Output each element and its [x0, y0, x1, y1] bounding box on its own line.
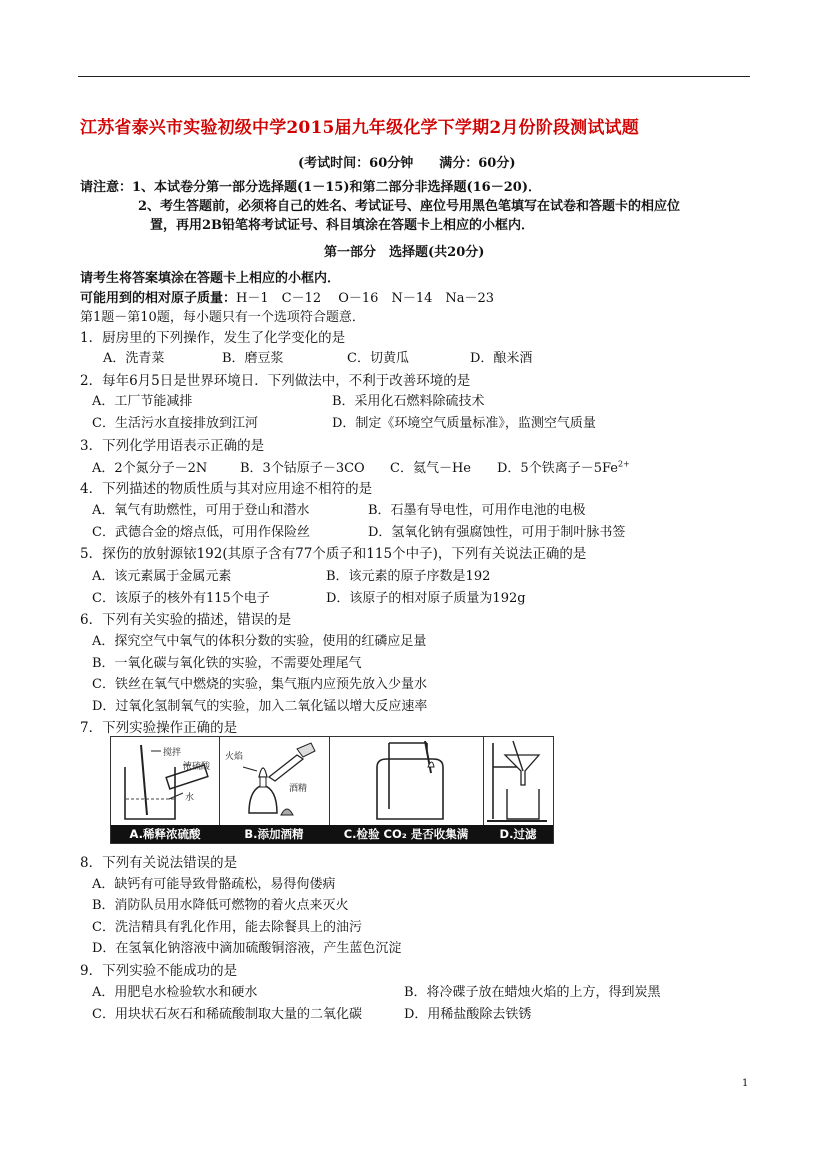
- panel-b: [219, 737, 330, 843]
- caption-d: D.过滤: [483, 825, 553, 843]
- exam-info: (考试时间：60分钟 满分：60分): [298, 156, 516, 171]
- question-stem: 9．下列实验不能成功的是: [80, 963, 238, 979]
- question-stem: 1．厨房里的下列操作，发生了化学变化的是: [80, 330, 346, 346]
- option: A．工厂节能减排: [92, 394, 193, 409]
- note-line-2: 2、考生答题前，必须将自己的姓名、考试证号、座位号用黑色笔填写在试卷和答题卡的相应位: [138, 199, 681, 214]
- option: D．酿米酒: [470, 351, 533, 366]
- question-stem: 8．下列有关说法错误的是: [80, 855, 238, 871]
- panel-a: [111, 737, 220, 843]
- option-with-superscript: [497, 457, 630, 476]
- option: C．铁丝在氧气中燃烧的实验，集气瓶内应预先放入少量水: [92, 677, 427, 692]
- atomic-mass-line: [80, 287, 494, 306]
- range-note: 第1题－第10题，每小题只有一个选项符合题意．: [80, 310, 365, 325]
- question-stem: 3．下列化学用语表示正确的是: [80, 438, 265, 454]
- panel-c: [329, 737, 484, 843]
- page-number: 1: [742, 1078, 749, 1089]
- option: D．制定《环境空气质量标准》，监测空气质量: [332, 416, 596, 431]
- option: B．磨豆浆: [222, 351, 284, 366]
- option: B．将冷碟子放在蜡烛火焰的上方，得到炭黑: [404, 985, 661, 1000]
- co2-test-drawing: [329, 737, 483, 825]
- option: B．石墨有导电性，可用作电池的电极: [368, 503, 586, 518]
- option: A．探究空气中氧气的体积分数的实验，使用的红磷应足量: [92, 634, 427, 649]
- option: C．洗洁精具有乳化作用，能去除餐具上的油污: [92, 920, 362, 935]
- option: C．武德合金的熔点低，可用作保险丝: [92, 525, 310, 540]
- alcohol-label: 酒精: [289, 784, 308, 794]
- experiment-figure: [110, 736, 554, 844]
- option: D．过氧化氢制氧气的实验，加入二氧化锰以增大反应速率: [92, 699, 428, 714]
- acid-label: 浓硫酸: [183, 762, 211, 772]
- answer-instruction: 请考生将答案填涂在答题卡上相应的小框内．: [80, 271, 341, 286]
- option: D．5个铁离子－5Fe: [497, 461, 618, 476]
- question-stem: 2．每年6月5日是世界环境日．下列做法中，不利于改善环境的是: [80, 373, 471, 389]
- option: B．该元素的原子序数是192: [326, 569, 491, 584]
- section-heading: 第一部分 选择题(共20分): [324, 245, 485, 260]
- option: C．氦气－He: [390, 461, 471, 476]
- option: B．3个钴原子－3CO: [240, 461, 365, 476]
- question-stem: 6．下列有关实验的描述，错误的是: [80, 612, 292, 628]
- option: D．氢氧化钠有强腐蚀性，可用于制叶脉书签: [368, 525, 626, 540]
- option: A．用肥皂水检验软水和硬水: [92, 985, 258, 1000]
- option: C．切黄瓜: [347, 351, 409, 366]
- option: A．2个氮分子－2N: [92, 461, 208, 476]
- atomic-mass-values: H－1 C－12 O－16 N－14 Na－23: [236, 291, 495, 306]
- caption-a: A.稀释浓硫酸: [111, 825, 219, 843]
- question-stem: 4．下列描述的物质性质与其对应用途不相符的是: [80, 481, 373, 497]
- option: B．采用化石燃料除硫技术: [332, 394, 485, 409]
- stir-label: 搅拌: [163, 748, 182, 758]
- document-title: 江苏省泰兴市实验初级中学2015届九年级化学下学期2月份阶段测试试题: [80, 118, 639, 138]
- question-stem: 7．下列实验操作正确的是: [80, 720, 238, 736]
- option: A．氧气有助燃性，可用于登山和潜水: [92, 503, 310, 518]
- option: D．用稀盐酸除去铁锈: [404, 1007, 532, 1022]
- question-stem: 5．探伤的放射源铱192(其原子含有77个质子和115个中子)，下列有关说法正确的是: [80, 546, 587, 562]
- option: C．生活污水直接排放到江河: [92, 416, 258, 431]
- ion-charge: 2+: [617, 459, 630, 469]
- option: C．该原子的核外有115个电子: [92, 591, 270, 606]
- option: C．用块状石灰石和稀硫酸制取大量的二氧化碳: [92, 1007, 362, 1022]
- option: A．洗青菜: [103, 351, 165, 366]
- note-line-1: 请注意：1、本试卷分第一部分选择题(1－15)和第二部分非选择题(16－20)．: [80, 180, 541, 195]
- option: D．该原子的相对原子质量为192g: [326, 591, 526, 606]
- option: B．一氧化碳与氧化铁的实验，不需要处理尾气: [92, 656, 362, 671]
- atomic-mass-label: 可能用到的相对原子质量：: [80, 291, 237, 306]
- caption-b: B.添加酒精: [219, 825, 329, 843]
- panel-d: [483, 737, 553, 843]
- note-line-3: 置，再用2B铅笔将考试证号、科目填涂在答题卡上相应的小框内．: [150, 218, 535, 233]
- filtration-drawing: [483, 737, 553, 825]
- flame-label: 火焰: [225, 752, 244, 762]
- option: A．缺钙有可能导致骨骼疏松，易得佝偻病: [92, 877, 336, 892]
- caption-c: C.检验 CO₂ 是否收集满: [329, 825, 483, 843]
- option: A．该元素属于金属元素: [92, 569, 232, 584]
- option: D．在氢氧化钠溶液中滴加硫酸铜溶液，产生蓝色沉淀: [92, 941, 402, 956]
- water-label: 水: [185, 793, 195, 803]
- header-rule: [78, 76, 750, 77]
- option: B．消防队员用水降低可燃物的着火点来灭火: [92, 898, 349, 913]
